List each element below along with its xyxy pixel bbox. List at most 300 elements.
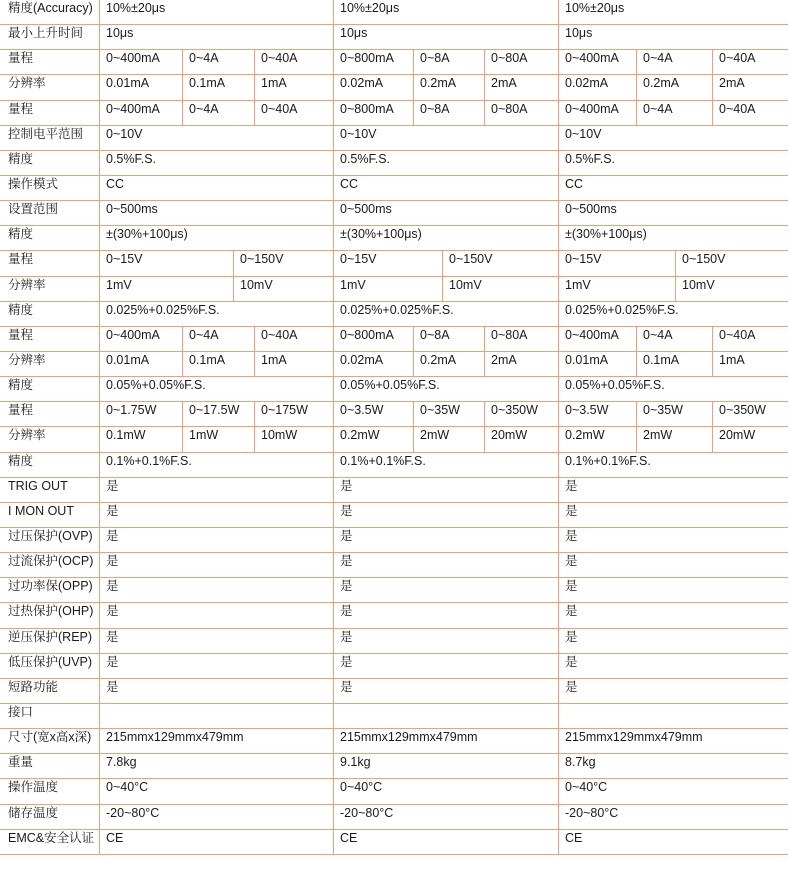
model-column-1 xyxy=(100,402,334,426)
spec-value: 0~150V xyxy=(682,252,726,267)
model-column-2 xyxy=(334,151,559,175)
spec-value: 0~40A xyxy=(719,101,756,116)
spec-value: 是 xyxy=(106,554,119,569)
model-column-3 xyxy=(559,25,788,49)
model-column-2 xyxy=(334,402,559,426)
row-label: 过功率保(OPP) xyxy=(0,578,100,602)
row-label: 操作温度 xyxy=(0,779,100,803)
spec-value: 0.01mA xyxy=(100,352,183,376)
model-column-2 xyxy=(334,251,559,275)
model-column-1 xyxy=(100,629,334,653)
spec-value: 是 xyxy=(565,654,578,669)
spec-value: -20~80°C xyxy=(565,805,619,820)
spec-value: 2mA xyxy=(719,76,745,91)
table-row xyxy=(0,654,788,679)
spec-value: 0~350W xyxy=(491,403,538,418)
model-column-1 xyxy=(100,377,334,401)
spec-value: 10mW xyxy=(261,428,298,443)
spec-value: 0.2mW xyxy=(334,427,414,451)
model-column-3 xyxy=(559,453,788,477)
spec-value: 是 xyxy=(565,679,578,694)
spec-value: 2mA xyxy=(491,352,517,367)
model-column-3 xyxy=(559,478,788,502)
spec-value: 0~350W xyxy=(719,403,766,418)
model-column-3 xyxy=(559,654,788,678)
spec-value: 0~800mA xyxy=(334,101,414,125)
spec-value: 是 xyxy=(106,629,119,644)
model-column-3 xyxy=(559,151,788,175)
model-column-3 xyxy=(559,729,788,753)
spec-value: 1mW xyxy=(183,427,255,451)
model-column-2 xyxy=(334,779,559,803)
row-label: 储存温度 xyxy=(0,805,100,829)
spec-value: 10mV xyxy=(240,277,273,292)
spec-value: 10%±20μs xyxy=(340,1,400,15)
model-column-2 xyxy=(334,126,559,150)
model-column-1 xyxy=(100,251,334,275)
table-row xyxy=(0,377,788,402)
spec-value: 0~400mA xyxy=(559,327,637,351)
table-row xyxy=(0,151,788,176)
spec-value: 0~150V xyxy=(449,252,493,267)
spec-value: 0.02mA xyxy=(559,75,637,99)
model-column-2 xyxy=(334,603,559,627)
model-column-1 xyxy=(100,805,334,829)
spec-value: 0~40A xyxy=(719,327,756,342)
spec-value: 1mV xyxy=(100,277,234,301)
spec-value: 2mW xyxy=(414,427,485,451)
spec-value: 是 xyxy=(106,503,119,518)
model-column-1 xyxy=(100,553,334,577)
model-column-3 xyxy=(559,352,788,376)
model-column-3 xyxy=(559,75,788,99)
model-column-1 xyxy=(100,176,334,200)
model-column-2 xyxy=(334,201,559,225)
spec-value: 0~40A xyxy=(261,101,298,116)
spec-value: 0~35W xyxy=(414,402,485,426)
row-label: 量程 xyxy=(0,251,100,275)
model-column-1 xyxy=(100,830,334,854)
table-row xyxy=(0,478,788,503)
model-column-1 xyxy=(100,654,334,678)
model-column-2 xyxy=(334,528,559,552)
table-row xyxy=(0,427,788,452)
spec-value: 0.1mA xyxy=(183,75,255,99)
model-column-3 xyxy=(559,830,788,854)
table-row xyxy=(0,302,788,327)
model-column-2 xyxy=(334,704,559,728)
table-row xyxy=(0,503,788,528)
spec-value: CC xyxy=(565,176,584,191)
spec-value: 0~400mA xyxy=(100,327,183,351)
spec-value: 0~500ms xyxy=(106,202,158,217)
spec-value: 0~8A xyxy=(414,327,485,351)
table-row xyxy=(0,553,788,578)
spec-value xyxy=(559,704,788,728)
model-column-2 xyxy=(334,629,559,653)
spec-value: 0.5%F.S. xyxy=(106,151,157,166)
row-label: 尺寸(宽x高x深) xyxy=(0,729,100,753)
row-label: 精度 xyxy=(0,151,100,175)
model-column-3 xyxy=(559,779,788,803)
model-column-1 xyxy=(100,50,334,74)
model-column-2 xyxy=(334,478,559,502)
row-label: 过热保护(OHP) xyxy=(0,603,100,627)
spec-value: 2mW xyxy=(637,427,713,451)
model-column-1 xyxy=(100,151,334,175)
spec-value: 10μs xyxy=(106,26,134,41)
row-label: 分辨率 xyxy=(0,427,100,451)
spec-value: 0.5%F.S. xyxy=(340,151,391,166)
spec-value: 是 xyxy=(106,604,119,619)
spec-value: 0~15V xyxy=(559,251,676,275)
spec-value: 是 xyxy=(106,654,119,669)
row-label: 量程 xyxy=(0,50,100,74)
spec-value: 0.05%+0.05%F.S. xyxy=(565,378,665,393)
model-column-2 xyxy=(334,277,559,301)
spec-value: 是 xyxy=(340,503,353,518)
spec-value: 20mW xyxy=(491,428,528,443)
spec-value: 0~1.75W xyxy=(100,402,183,426)
row-label: 分辨率 xyxy=(0,277,100,301)
model-column-3 xyxy=(559,226,788,250)
spec-value: 0~40°C xyxy=(340,780,383,795)
table-row xyxy=(0,277,788,302)
model-column-1 xyxy=(100,754,334,778)
spec-value: ±(30%+100μs) xyxy=(565,227,647,242)
spec-value: CE xyxy=(340,830,358,845)
spec-value: 0~80A xyxy=(491,327,528,342)
spec-value: 10mV xyxy=(682,277,715,292)
spec-value: 0~40°C xyxy=(106,780,149,795)
row-label: 过压保护(OVP) xyxy=(0,528,100,552)
spec-value: CC xyxy=(106,176,125,191)
row-label: 量程 xyxy=(0,101,100,125)
spec-value xyxy=(100,704,334,728)
spec-value: ±(30%+100μs) xyxy=(340,227,422,242)
spec-value: 0~400mA xyxy=(100,50,183,74)
row-label: 量程 xyxy=(0,327,100,351)
model-column-1 xyxy=(100,603,334,627)
spec-value: 是 xyxy=(106,679,119,694)
row-label: 精度 xyxy=(0,302,100,326)
row-label: 低压保护(UVP) xyxy=(0,654,100,678)
spec-value: 是 xyxy=(565,554,578,569)
spec-value: 是 xyxy=(106,579,119,594)
model-column-2 xyxy=(334,729,559,753)
spec-value: 0~40°C xyxy=(565,780,608,795)
table-row xyxy=(0,830,788,855)
model-column-3 xyxy=(559,603,788,627)
spec-value: 0.1%+0.1%F.S. xyxy=(340,453,426,468)
table-row xyxy=(0,679,788,704)
spec-value: 0.01mA xyxy=(100,75,183,99)
model-column-3 xyxy=(559,528,788,552)
spec-value: 0~3.5W xyxy=(334,402,414,426)
spec-value: 是 xyxy=(340,629,353,644)
model-column-1 xyxy=(100,729,334,753)
model-column-3 xyxy=(559,805,788,829)
spec-value: 0.2mA xyxy=(637,75,713,99)
row-label: 分辨率 xyxy=(0,75,100,99)
model-column-1 xyxy=(100,478,334,502)
model-column-3 xyxy=(559,0,788,24)
model-column-1 xyxy=(100,503,334,527)
spec-value: 0~8A xyxy=(414,101,485,125)
spec-value: 是 xyxy=(565,528,578,543)
spec-value: 0.025%+0.025%F.S. xyxy=(340,302,454,317)
spec-value: 0~4A xyxy=(637,327,713,351)
spec-value: 215mmx129mmx479mm xyxy=(106,730,244,745)
spec-value: 7.8kg xyxy=(106,755,137,770)
spec-value: 是 xyxy=(340,679,353,694)
spec-value: 0~10V xyxy=(340,126,377,141)
model-column-2 xyxy=(334,0,559,24)
model-column-1 xyxy=(100,201,334,225)
row-label: 重量 xyxy=(0,754,100,778)
spec-value: 215mmx129mmx479mm xyxy=(565,730,703,745)
model-column-3 xyxy=(559,201,788,225)
model-column-3 xyxy=(559,327,788,351)
spec-value: 是 xyxy=(340,654,353,669)
model-column-2 xyxy=(334,75,559,99)
spec-value: 10mV xyxy=(449,277,482,292)
row-label: TRIG OUT xyxy=(0,478,100,502)
model-column-1 xyxy=(100,679,334,703)
spec-value: 0.02mA xyxy=(334,75,414,99)
model-column-1 xyxy=(100,126,334,150)
table-row xyxy=(0,629,788,654)
table-row xyxy=(0,25,788,50)
spec-value: 0.05%+0.05%F.S. xyxy=(106,378,206,393)
spec-value: CC xyxy=(340,176,359,191)
spec-value: 0~15V xyxy=(100,251,234,275)
spec-value: 0.2mW xyxy=(559,427,637,451)
model-column-2 xyxy=(334,453,559,477)
model-column-3 xyxy=(559,251,788,275)
model-column-2 xyxy=(334,25,559,49)
model-column-2 xyxy=(334,805,559,829)
row-label: 量程 xyxy=(0,402,100,426)
spec-value: CE xyxy=(565,830,583,845)
model-column-2 xyxy=(334,101,559,125)
spec-value: 0~4A xyxy=(183,327,255,351)
table-row xyxy=(0,603,788,628)
table-row xyxy=(0,779,788,804)
table-row xyxy=(0,805,788,830)
model-column-1 xyxy=(100,704,334,728)
spec-value: 1mA xyxy=(261,352,287,367)
spec-value: 0~800mA xyxy=(334,50,414,74)
spec-value: 0~4A xyxy=(183,101,255,125)
spec-value: 是 xyxy=(565,503,578,518)
row-label: 精度 xyxy=(0,453,100,477)
spec-value: 1mA xyxy=(261,76,287,91)
model-column-3 xyxy=(559,126,788,150)
row-label: 过流保护(OCP) xyxy=(0,553,100,577)
spec-value: 1mV xyxy=(559,277,676,301)
model-column-1 xyxy=(100,277,334,301)
row-label: 接口 xyxy=(0,704,100,728)
model-column-2 xyxy=(334,377,559,401)
spec-value: 0~150V xyxy=(240,252,284,267)
spec-value: 0~400mA xyxy=(559,101,637,125)
spec-value: 0.1mA xyxy=(183,352,255,376)
model-column-2 xyxy=(334,226,559,250)
spec-value: 是 xyxy=(340,579,353,594)
spec-value: 0~800mA xyxy=(334,327,414,351)
model-column-2 xyxy=(334,553,559,577)
spec-value: 0.1%+0.1%F.S. xyxy=(565,453,651,468)
table-row xyxy=(0,126,788,151)
spec-value: -20~80°C xyxy=(340,805,394,820)
row-label: 最小上升时间 xyxy=(0,25,100,49)
model-column-1 xyxy=(100,302,334,326)
model-column-3 xyxy=(559,754,788,778)
spec-value: 是 xyxy=(565,604,578,619)
model-column-1 xyxy=(100,779,334,803)
spec-value: 0~80A xyxy=(491,51,528,66)
spec-value: 0~15V xyxy=(334,251,443,275)
spec-value: 0.2mA xyxy=(414,75,485,99)
row-label: 设置范围 xyxy=(0,201,100,225)
spec-value: 0.01mA xyxy=(559,352,637,376)
model-column-3 xyxy=(559,704,788,728)
spec-value: -20~80°C xyxy=(106,805,160,820)
model-column-2 xyxy=(334,830,559,854)
spec-value: 是 xyxy=(340,528,353,543)
model-column-2 xyxy=(334,50,559,74)
table-row xyxy=(0,352,788,377)
model-column-3 xyxy=(559,101,788,125)
model-column-1 xyxy=(100,226,334,250)
model-column-3 xyxy=(559,176,788,200)
spec-value: 0~3.5W xyxy=(559,402,637,426)
spec-value: 0.025%+0.025%F.S. xyxy=(565,302,679,317)
table-row xyxy=(0,578,788,603)
spec-value: 0~4A xyxy=(637,50,713,74)
table-row xyxy=(0,101,788,126)
model-column-1 xyxy=(100,528,334,552)
row-label: 控制电平范围 xyxy=(0,126,100,150)
row-label: 逆压保护(REP) xyxy=(0,629,100,653)
spec-value: 10μs xyxy=(565,26,593,41)
spec-value: 是 xyxy=(565,579,578,594)
model-column-1 xyxy=(100,453,334,477)
spec-value: 是 xyxy=(340,554,353,569)
table-row xyxy=(0,729,788,754)
spec-value: 0.02mA xyxy=(334,352,414,376)
table-row xyxy=(0,75,788,100)
spec-value: 是 xyxy=(565,629,578,644)
row-label: 精度 xyxy=(0,226,100,250)
row-label: 精度(Accuracy) xyxy=(0,0,100,24)
spec-value: 0.1%+0.1%F.S. xyxy=(106,453,192,468)
spec-value xyxy=(334,704,559,728)
model-column-2 xyxy=(334,176,559,200)
model-column-3 xyxy=(559,427,788,451)
spec-value: 10μs xyxy=(340,26,368,41)
row-label: I MON OUT xyxy=(0,503,100,527)
spec-value: 0~35W xyxy=(637,402,713,426)
spec-value: 0~17.5W xyxy=(183,402,255,426)
spec-value: 0.025%+0.025%F.S. xyxy=(106,302,220,317)
table-row xyxy=(0,226,788,251)
model-column-3 xyxy=(559,377,788,401)
spec-value: 0~80A xyxy=(491,101,528,116)
table-row xyxy=(0,402,788,427)
row-label: EMC&安全认证 xyxy=(0,830,100,854)
model-column-2 xyxy=(334,754,559,778)
model-column-2 xyxy=(334,427,559,451)
spec-value: 10%±20μs xyxy=(565,1,625,15)
spec-value: 0~40A xyxy=(261,327,298,342)
table-row xyxy=(0,528,788,553)
spec-value: 0~400mA xyxy=(559,50,637,74)
spec-value: 0~500ms xyxy=(565,202,617,217)
model-column-1 xyxy=(100,352,334,376)
spec-value: 0.1mW xyxy=(100,427,183,451)
table-row xyxy=(0,251,788,276)
model-column-3 xyxy=(559,629,788,653)
table-row xyxy=(0,754,788,779)
model-column-3 xyxy=(559,578,788,602)
spec-value: 20mW xyxy=(719,428,756,443)
table-row xyxy=(0,704,788,729)
model-column-1 xyxy=(100,75,334,99)
spec-value: 1mA xyxy=(719,352,745,367)
spec-value: 9.1kg xyxy=(340,755,371,770)
row-label: 操作模式 xyxy=(0,176,100,200)
spec-value: 2mA xyxy=(491,76,517,91)
model-column-2 xyxy=(334,578,559,602)
spec-value: 是 xyxy=(106,478,119,493)
spec-value: 0.2mA xyxy=(414,352,485,376)
spec-value: 8.7kg xyxy=(565,755,596,770)
model-column-1 xyxy=(100,578,334,602)
model-column-3 xyxy=(559,679,788,703)
model-column-2 xyxy=(334,302,559,326)
spec-value: 是 xyxy=(565,478,578,493)
model-column-3 xyxy=(559,50,788,74)
model-column-3 xyxy=(559,503,788,527)
spec-value: 0~4A xyxy=(183,50,255,74)
row-label: 分辨率 xyxy=(0,352,100,376)
spec-value: 0~175W xyxy=(261,403,308,418)
spec-value: 0~10V xyxy=(106,126,143,141)
table-row xyxy=(0,176,788,201)
model-column-1 xyxy=(100,0,334,24)
spec-value: CE xyxy=(106,830,124,845)
model-column-3 xyxy=(559,277,788,301)
model-column-2 xyxy=(334,327,559,351)
spec-value: 0~400mA xyxy=(100,101,183,125)
model-column-3 xyxy=(559,402,788,426)
model-column-2 xyxy=(334,679,559,703)
table-row xyxy=(0,50,788,75)
spec-value: 0.5%F.S. xyxy=(565,151,616,166)
model-column-3 xyxy=(559,553,788,577)
spec-value: 0~4A xyxy=(637,101,713,125)
row-label: 短路功能 xyxy=(0,679,100,703)
spec-value: 是 xyxy=(106,528,119,543)
spec-value: 是 xyxy=(340,478,353,493)
spec-value: 1mV xyxy=(334,277,443,301)
spec-value: 0.1mA xyxy=(637,352,713,376)
table-row xyxy=(0,0,788,25)
spec-value: 是 xyxy=(340,604,353,619)
spec-value: 0~8A xyxy=(414,50,485,74)
